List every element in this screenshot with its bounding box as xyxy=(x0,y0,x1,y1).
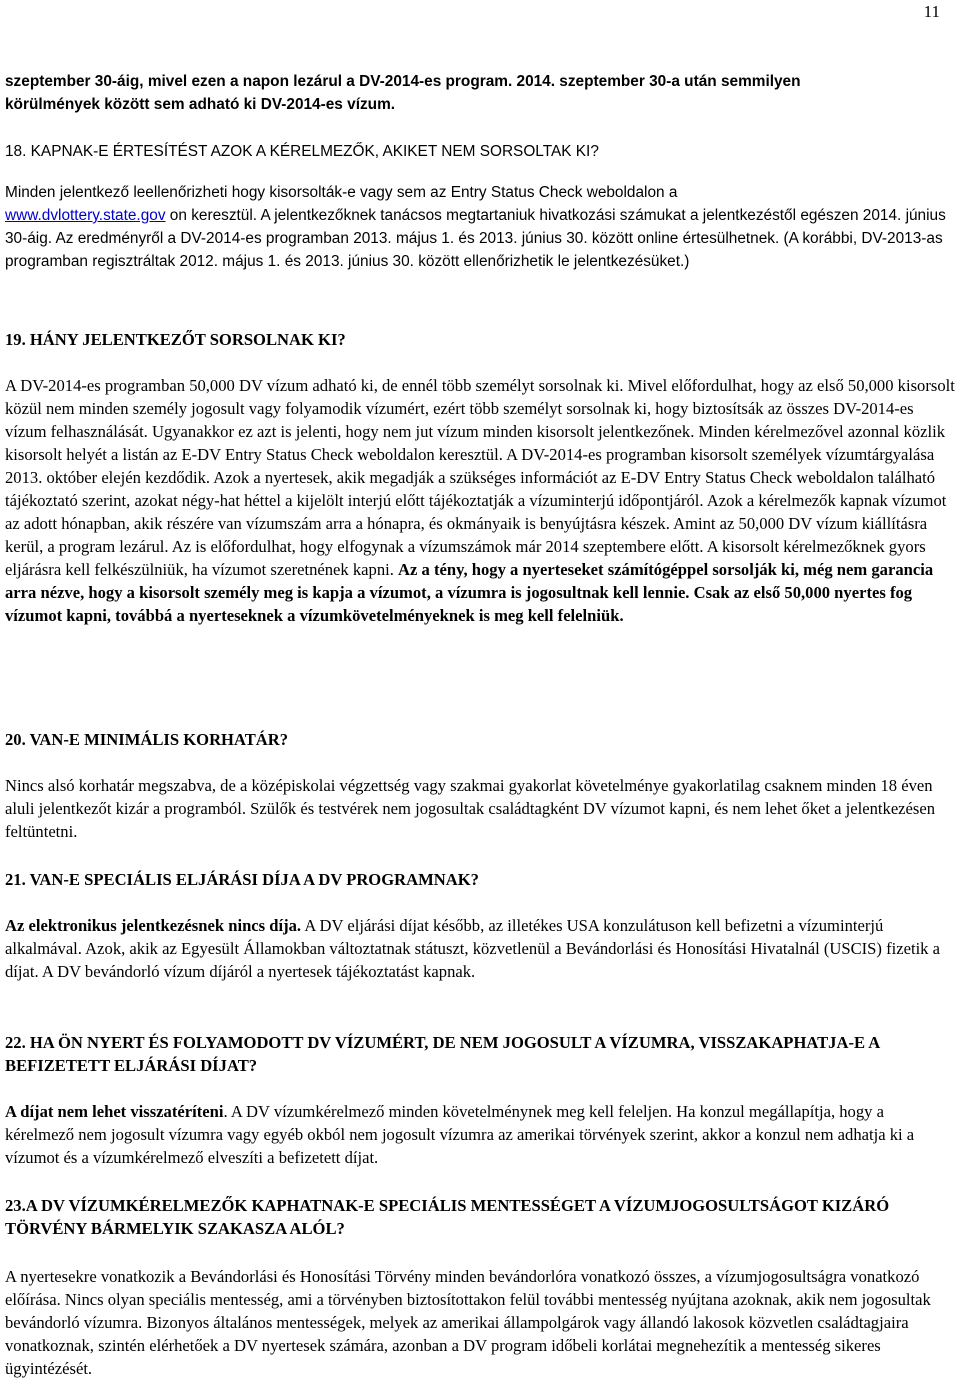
q19-paragraph xyxy=(5,374,955,627)
q22-paragraph xyxy=(5,1100,955,1169)
q19-heading-text: 19. HÁNY JELENTKEZŐT SORSOLNAK KI? xyxy=(5,330,346,349)
question-18-body xyxy=(5,181,955,273)
q18-paragraph xyxy=(5,181,955,273)
question-20-heading xyxy=(5,728,288,751)
question-23-heading xyxy=(5,1194,955,1240)
q18-line-2-rest: on keresztül. xyxy=(165,207,261,224)
intro-line-2: körülmények között sem adható ki DV-2014-es vízum. xyxy=(5,96,396,113)
question-21-body xyxy=(5,914,955,983)
question-19-heading xyxy=(5,328,346,351)
q22-body-normal: . A DV vízumkérelmező minden követelménynek meg kell feleljen. Ha konzul megállapítja, hogy a kérelmező nem jogosult vízumra vagy egyéb okból nem jogosult vízumra az amerikai törvények szerint, akkor a konzul nem adhatja ki a vízumot és a vízumkérelmező elveszíti a befizetett díjat. xyxy=(5,1102,915,1167)
q23-paragraph: A nyertesekre vonatkozik a Bevándorlási és Honosítási Törvény minden bevándorlóra vonatkozó összes, a vízumjogosultságra vonatkozó előírása. Nincs olyan speciális mentesség, ami a törvényben biztosítottakon felül további mentesség nyújtana azoknak, akik nem jogosultak bevándorló vízumra. Bizonyos általános mentességek, melyek az amerikai állampolgárok vagy állandó lakosok közvetlen családtagjaira vonatkoznak, szintén elérhetőek a DV nyertesek számára, azonban a DV program időbeli korlátai megnehezítik a mentesség sikeres ügyintézését. xyxy=(5,1267,931,1378)
q21-paragraph xyxy=(5,914,955,983)
q21-heading-text: 21. VAN-E SPECIÁLIS ELJÁRÁSI DÍJA A DV PROGRAMNAK? xyxy=(5,870,479,889)
q18-heading-text: 18. KAPNAK-E ÉRTESÍTÉST AZOK A KÉRELMEZŐK, AKIKET NEM SORSOLTAK KI? xyxy=(5,143,599,160)
question-22-body xyxy=(5,1100,955,1169)
q22-heading-text: 22. HA ÖN NYERT ÉS FOLYAMODOTT DV VÍZUMÉRT, DE NEM JOGOSULT A VÍZUMRA, VISSZAKAPHATJA-E A BEFIZETETT ELJÁRÁSI DÍJAT? xyxy=(5,1033,880,1075)
question-22-heading xyxy=(5,1031,955,1077)
q22-body-bold: A díjat nem lehet visszatéríteni xyxy=(5,1102,224,1121)
question-23-body xyxy=(5,1265,955,1380)
q18-line-1: Minden jelentkező leellenőrizheti hogy kisorsolták-e vagy sem az Entry Status Check weboldalon a xyxy=(5,184,678,201)
question-21-heading xyxy=(5,868,479,891)
q20-paragraph: Nincs alsó korhatár megszabva, de a középiskolai végzettség vagy szakmai gyakorlat követelménye gyakorlatilag csaknem minden 18 éven aluli jelentkezőt kizár a programból. Szülők és testvérek nem jogosultak családtagként DV vízumot kapni, és nem lehet őket a jelentkezésen feltüntetni. xyxy=(5,776,936,841)
q23-heading-text: 23.A DV VÍZUMKÉRELMEZŐK KAPHATNAK-E SPECIÁLIS MENTESSÉGET A VÍZUMJOGOSULTSÁGOT KIZÁRÓ TÖRVÉNY BÁRMELYIK SZAKASZA ALÓL? xyxy=(5,1196,890,1238)
dvlottery-link[interactable]: www.dvlottery.state.gov xyxy=(5,207,166,224)
question-18-heading xyxy=(5,140,955,163)
q21-body-bold: Az elektronikus jelentkezésnek nincs díja. xyxy=(5,916,302,935)
intro-paragraph xyxy=(5,70,955,116)
q21-body-normal: A DV eljárási díjat később, az illetékes USA konzulátuson kell befizetni a vízuminterjú alkalmával. Azok, akik az Egyesült Államokban változtatnak státuszt, közvetlenül a Bevándorlási és Honosítási Hivatalnál (USCIS) fizetik a díjat. A DV bevándorló vízum díjáról a nyertesek tájékoztatást kapnak. xyxy=(5,916,940,981)
intro-line-1: szeptember 30-áig, mivel ezen a napon lezárul a DV-2014-es program. 2014. szeptember 30-a után semmilyen xyxy=(5,73,801,90)
question-20-body xyxy=(5,774,955,843)
q20-heading-text: 20. VAN-E MINIMÁLIS KORHATÁR? xyxy=(5,730,289,749)
question-19-body xyxy=(5,374,955,627)
q19-body-normal: A DV-2014-es programban 50,000 DV vízum adható ki, de ennél több személyt sorsolnak ki. Mivel előfordulhat, hogy az első 50,000 kisorsolt közül nem minden személy jogosult vagy folyamodik vízumért, ezért több személyt sorsolnak ki, hogy biztosítsák az összes DV-2014-es vízum felhasználását. Ugyanakkor ez azt is jelenti, hogy nem jut vízum minden kisorsolt jelentkezőnek. Minden kérelmezővel azonnal közlik kisorsolt helyét a listán az E-DV Entry Status Check weboldalon keresztül. A DV-2014-es programban kisorsolt személyek vízumtárgyalása 2013. október elején kezdődik. Azok a nyertesek, akik megadják a szükséges információt az E-DV Entry Status Check weboldalon található tájékoztató szerint, azokat négy-hat héttel a kijelölt interjú előtt tájékoztatják a vízuminterjú időpontjáról. Azok a kérelmezők kapnak vízumot az adott hónapban, akik részére van vízumszám arra a hónapra, és okmányaik is benyújtásra készek. Amint az 50,000 DV vízum kiállításra kerül, a program lezárul. Az is előfordulhat, hogy elfogynak a vízumszámok már 2014 szeptembere előtt. A kisorsolt kérelmezőknek gyors eljárásra kell felkészülniük, ha vízumot szeretnének kapni. xyxy=(5,376,955,579)
q19-body-bold: Az a tény, hogy a nyerteseket számítógéppel sorsolják ki, még nem garancia arra nézve, hogy a kisorsolt személy meg is kapja a vízumot, a vízumra is jogosultnak kell lennie. Csak az első 50,000 nyertes fog vízumot kapni, továbbá a nyerteseknek a vízumkövetelményeknek is meg kell felelniük. xyxy=(5,560,934,625)
q18-sentence-2: A jelentkezőknek tanácsos megtartaniuk hivatkozási számukat a jelentkezéstől egészen 2014. június 30-áig. Az eredményről a DV-2014-es programban 2013. május 1. és 2013. június 30. között online értesülhetnek. (A korábbi, DV-2013-as programban regisztráltak 2012. május 1. és 2013. június 30. között ellenőrizhetik le jelentkezésüket.) xyxy=(5,207,946,270)
page-number: 11 xyxy=(923,2,940,21)
